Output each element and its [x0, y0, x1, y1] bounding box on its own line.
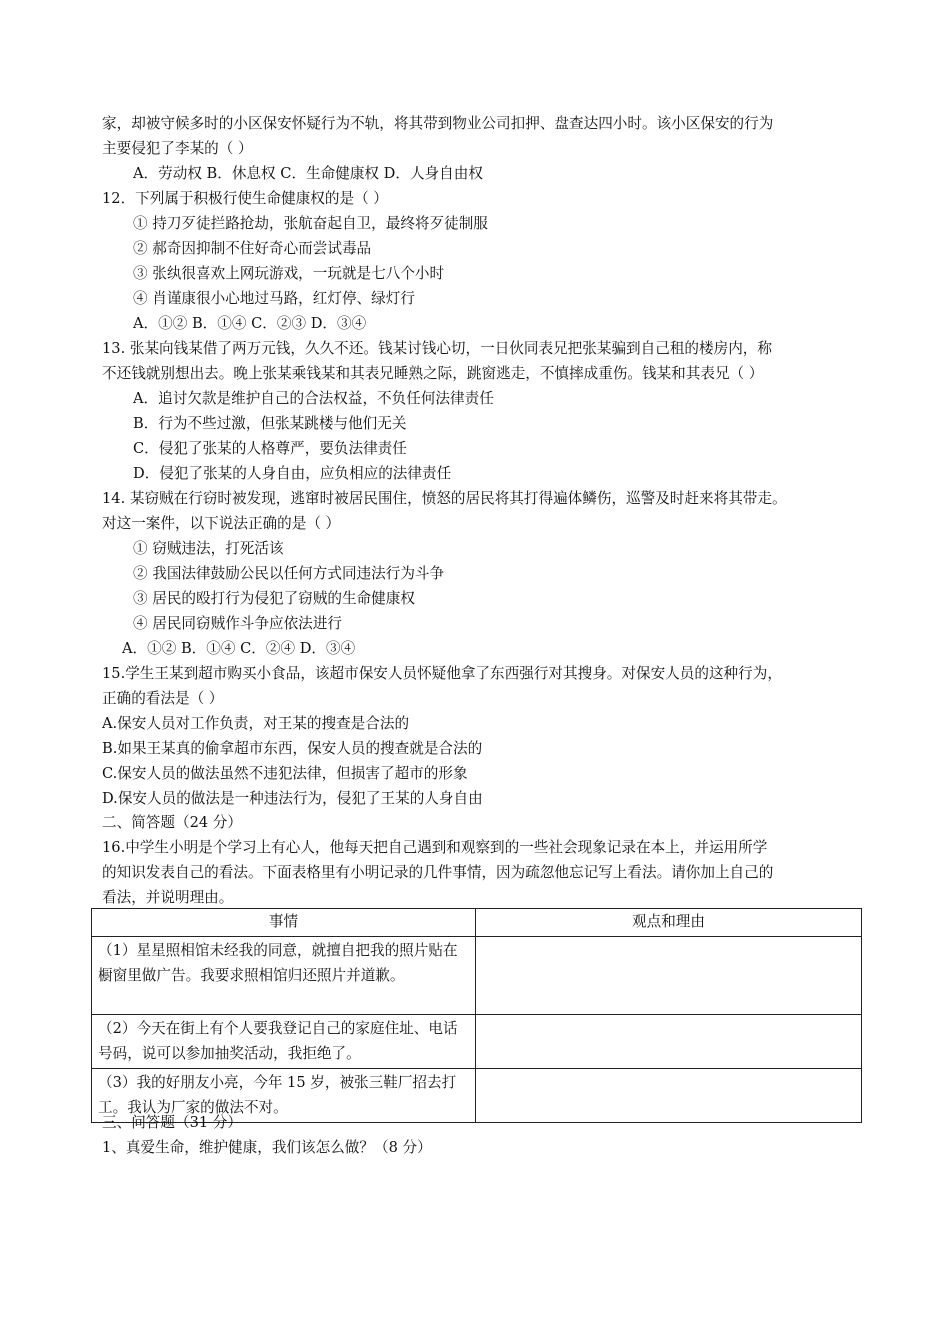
q15-stem-line1: 15.学生王某到超市购买小食品，该超市保安人员怀疑他拿了东西强行对其搜身。对保安人员的这种行为，: [102, 665, 782, 682]
section3-question-1: 1、真爱生命，维护健康，我们该怎么做？（8 分）: [102, 1139, 432, 1156]
q13-stem-line1: 13. 张某向钱某借了两万元钱，久久不还。钱某讨钱心切，一日伙同表兄把张某骗到自己租的楼房内，称: [102, 340, 772, 357]
q12-item-2: ② 郝奇因抑制不住好奇心而尝试毒品: [133, 240, 372, 257]
q12-options: A．①② B．①④ C．②③ D．③④: [133, 315, 367, 332]
table-cell-opinion[interactable]: [476, 937, 862, 1015]
q14-item-1: ① 窃贼违法，打死活该: [133, 540, 284, 557]
q11-stem-line1: 家，却被守候多时的小区保安怀疑行为不轨，将其带到物业公司扣押、盘查达四小时。该小区保安的行为: [102, 115, 774, 132]
q16-stem-line2: 的知识发表自己的看法。下面表格里有小明记录的几件事情，因为疏忽他忘记写上看法。请你加上自己的: [102, 864, 774, 881]
q16-stem-line3: 看法，并说明理由。: [102, 889, 234, 906]
table-header-event: 事情: [92, 909, 476, 937]
table-cell-event: （2）今天在街上有个人要我登记自己的家庭住址、电话号码，说可以参加抽奖活动，我拒绝了。: [92, 1015, 476, 1069]
section3-heading: 三、问答题（31 分）: [102, 1114, 242, 1131]
q12-item-3: ③ 张纨很喜欢上网玩游戏，一玩就是七八个小时: [133, 265, 445, 282]
q15-option-b: B.如果王某真的偷拿超市东西，保安人员的搜查就是合法的: [102, 740, 483, 757]
q14-item-4: ④ 居民同窃贼作斗争应依法进行: [133, 615, 342, 632]
q12-item-4: ④ 肖谨康很小心地过马路，红灯停、绿灯行: [133, 290, 415, 307]
q13-option-b: B．行为不些过激，但张某跳楼与他们无关: [133, 415, 407, 432]
table-cell-opinion[interactable]: [476, 1015, 862, 1069]
section2-heading: 二、简答题（24 分）: [102, 814, 242, 831]
table-row: [92, 1015, 862, 1069]
q12-item-1: ① 持刀歹徒拦路抢劫，张航奋起自卫，最终将歹徒制服: [133, 215, 488, 232]
q11-options: A．劳动权 B．休息权 C．生命健康权 D．人身自由权: [133, 165, 483, 182]
q14-options: A．①② B．①④ C．②④ D．③④: [122, 640, 356, 657]
q12-stem: 12．下列属于积极行使生命健康权的是（ ）: [102, 190, 388, 207]
q14-item-2: ② 我国法律鼓励公民以任何方式同违法行为斗争: [133, 565, 445, 582]
q13-option-c: C．侵犯了张某的人格尊严，要负法律责任: [133, 440, 407, 457]
q14-item-3: ③ 居民的殴打行为侵犯了窃贼的生命健康权: [133, 590, 415, 607]
table-cell-event: （3）我的好朋友小亮，今年 15 岁，被张三鞋厂招去打工。我认为厂家的做法不对。: [92, 1069, 476, 1123]
q15-stem-line2: 正确的看法是（ ）: [102, 690, 224, 707]
q15-option-c: C.保安人员的做法虽然不违犯法律，但损害了超市的形象: [102, 765, 468, 782]
table-row: [92, 937, 862, 1015]
q13-option-d: D．侵犯了张某的人身自由，应负相应的法律责任: [133, 465, 452, 482]
table-cell-opinion[interactable]: [476, 1069, 862, 1123]
q14-stem-line1: 14. 某窃贼在行窃时被发现，逃窜时被居民围住，愤怒的居民将其打得遍体鳞伤，巡警及时赶来将其带走。: [102, 490, 787, 507]
q11-stem-line2: 主要侵犯了李某的（ ）: [102, 140, 253, 157]
q15-option-d: D.保安人员的做法是一种违法行为，侵犯了王某的人身自由: [102, 790, 483, 807]
table-header-opinion: 观点和理由: [476, 909, 862, 937]
q16-table: [91, 908, 862, 1123]
q16-stem-line1: 16.中学生小明是个学习上有心人，他每天把自己遇到和观察到的一些社会现象记录在本上，并运用所学: [102, 839, 768, 856]
q13-option-a: A．追讨欠款是维护自己的合法权益，不负任何法律责任: [133, 390, 494, 407]
q13-stem-line2: 不还钱就别想出去。晚上张某乘钱某和其表兄睡熟之际，跳窗逃走，不慎摔成重伤。钱某和其表兄（ ）: [102, 365, 764, 382]
table-header-row: [92, 909, 862, 937]
q15-option-a: A.保安人员对工作负责，对王某的搜查是合法的: [102, 715, 410, 732]
table-cell-event: （1）星星照相馆未经我的同意，就擅自把我的照片贴在橱窗里做广告。我要求照相馆归还照片并道歉。: [92, 937, 476, 1015]
q14-stem-line2: 对这一案件，以下说法正确的是（ ）: [102, 515, 341, 532]
